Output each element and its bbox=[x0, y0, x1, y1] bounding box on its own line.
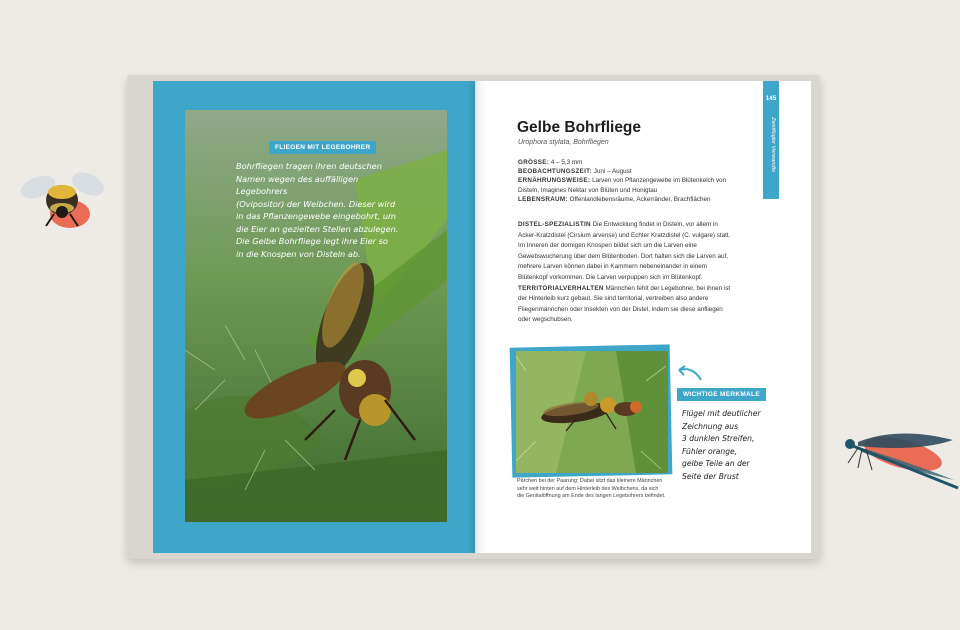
feature-line: 3 dunklen Streifen, bbox=[682, 434, 755, 444]
fact-row: LEBENSRAUM: Offenlandlebensräume, Ackerränder, Brachflächen bbox=[518, 195, 711, 203]
chapter-label: Zweiflügler Verwandte bbox=[770, 117, 776, 173]
left-text-line: Bohrfliegen tragen ihren deutschen bbox=[236, 161, 382, 171]
left-page-text bbox=[236, 160, 408, 260]
fly-photo-pair bbox=[516, 351, 668, 473]
paragraph-label: DISTEL-SPEZIALISTIN bbox=[518, 221, 591, 228]
species-latin-name: Urophora stylata, Bohrfliegen bbox=[518, 139, 609, 146]
body-text bbox=[518, 220, 731, 326]
paragraph-text: Männchen fehlt der Legebohrer, bei ihnen ist der Hinterleib kurz gebaut. Sie sind territorial, vertreiben also andere Fliegenmännchen oder Insekten von der Distel, indem sie diese anfliegen oder wegschubsen. bbox=[518, 284, 731, 324]
feature-line: Zeichnung aus bbox=[682, 421, 739, 431]
fact-row: GRÖSSE: 4 – 5,3 mm bbox=[518, 159, 583, 166]
left-text-line: (Ovipositor) der Weibchen. Dieser wird bbox=[236, 198, 396, 209]
book-gutter bbox=[467, 81, 487, 553]
left-text-line: in das Pflanzengewebe eingebohrt, um bbox=[236, 211, 396, 221]
fact-row: BEOBACHTUNGSZEIT: Juni – August bbox=[518, 168, 632, 176]
feature-line: Seite der Brust bbox=[682, 471, 739, 481]
feature-line: gelbe Teile an der bbox=[682, 459, 750, 469]
photo-caption: Pärchen bei der Paarung: Dabei sitzt das kleinere Männchen sehr weit hinten auf dem Hinterleib des Weibchens, da sich die Genitalöffnung am Ende des langen Legebohrers befindet. bbox=[517, 478, 666, 500]
curved-arrow-icon bbox=[675, 362, 705, 384]
features-text bbox=[682, 408, 777, 484]
damselfly-illustration bbox=[828, 418, 960, 503]
left-text-line: in die Knospen von Disteln ab. bbox=[236, 248, 361, 259]
page-number: 145 bbox=[765, 95, 777, 102]
fact-row: ERNÄHRUNGSWEISE: Larven von Pflanzengewebe im Blütenkelch von Disteln, Imagines Nektar von Blüten und Honigtau bbox=[518, 177, 727, 194]
species-title: Gelbe Bohrfliege bbox=[517, 119, 642, 136]
bumblebee-illustration bbox=[10, 162, 110, 237]
tag-fliegen-mit-legebohrer: FLIEGEN MIT LEGEBOHRER bbox=[269, 141, 376, 154]
tag-wichtige-merkmale: WICHTIGE MERKMALE bbox=[677, 388, 766, 401]
left-text-line: die Eier an gezielten Stellen abzulegen. bbox=[236, 223, 399, 234]
facts-list bbox=[518, 158, 728, 204]
paragraph-text: Die Entwicklung findet in Disteln, vor allem in Acker-Kratzdistel (Cirsium arvense) und Echter Kratzdistel (C. vulgare) statt. Im Inneren der dornigen Knospen bildet sich um die Larven eine Gewebswucherung über dem Blütenboden. Dort halten sich die Larven auf, mehrere Larven können dabei in Kammern nebeneinander in einem Blütenkopf vorkommen. Die Larven verpuppen sich im Blütenkopf. bbox=[518, 221, 731, 281]
feature-line: Fühler orange, bbox=[682, 446, 738, 456]
left-text-line: Namen wegen des auffälligen Legebohrers bbox=[236, 173, 359, 196]
left-text-line: Die Gelbe Bohrfliege legt ihre Eier so bbox=[236, 236, 388, 246]
feature-line: Flügel mit deutlicher bbox=[682, 409, 761, 418]
paragraph-label: TERRITORIALVERHALTEN bbox=[518, 284, 604, 292]
